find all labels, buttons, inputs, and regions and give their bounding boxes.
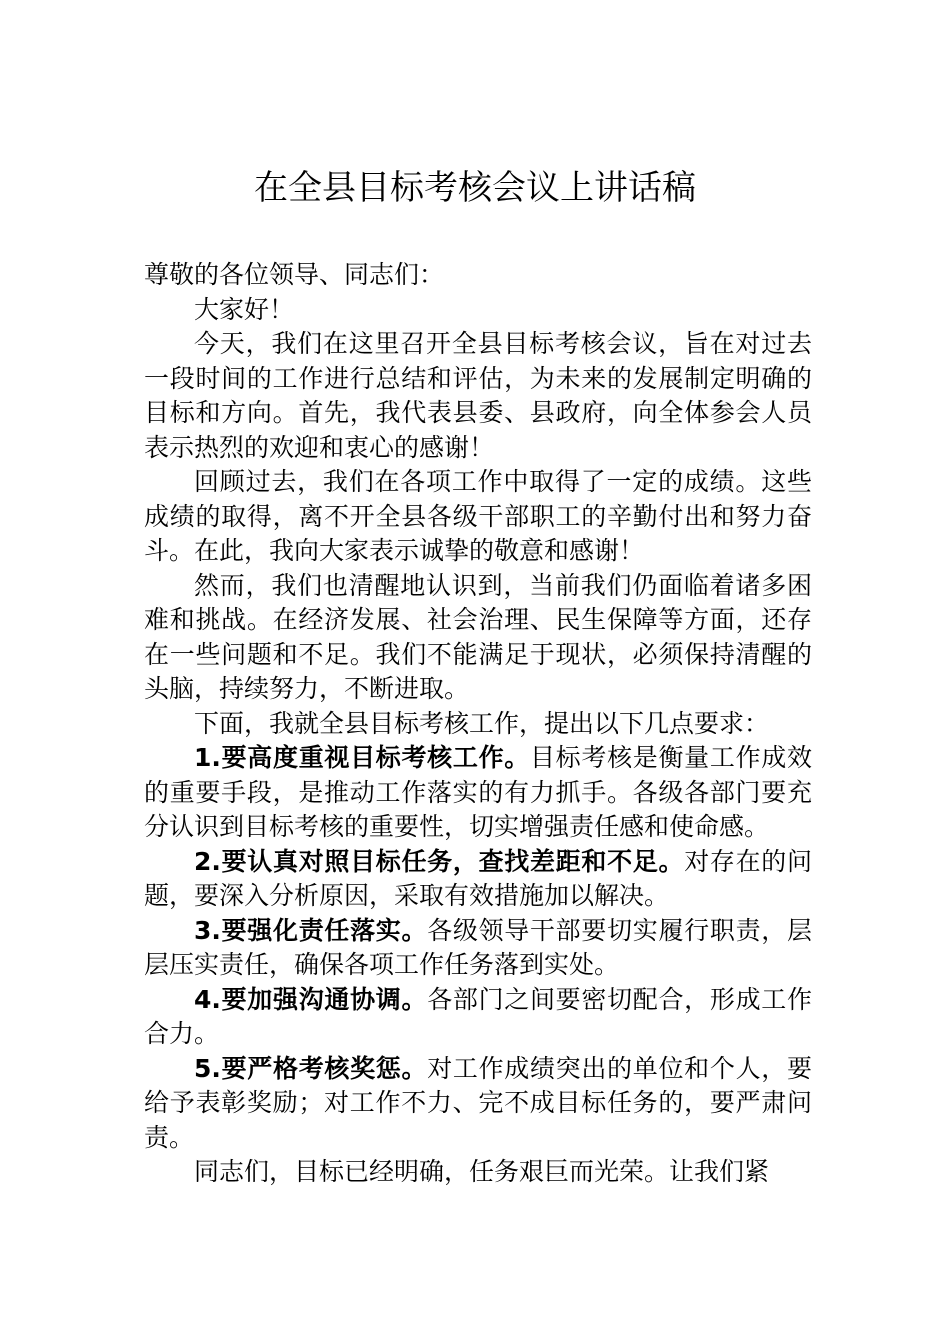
requirement-text: 各部门之间要密切配合，形成工作合力。 [144, 984, 812, 1048]
paragraph-challenges: 然而，我们也清醒地认识到，当前我们仍面临着诸多困难和挑战。在经济发展、社会治理、民生保障等方面，还存在一些问题和不足。我们不能满足于现状，必须保持清醒的头脑，持续努力，不断进取。 [144, 570, 812, 703]
greeting: 大家好！ [194, 294, 295, 324]
paragraph-requirements-intro: 下面，我就全县目标考核工作，提出以下几点要求： [194, 708, 770, 738]
paragraph-closing: 同志们，目标已经明确，任务艰巨而光荣。让我们紧 [194, 1157, 770, 1186]
document-body [144, 258, 812, 1190]
requirement-text: 对存在的问题，要深入分析原因，采取有效措施加以解决。 [144, 846, 812, 910]
requirement-item [144, 741, 812, 845]
requirement-item [144, 914, 812, 983]
requirement-item [144, 845, 812, 914]
requirement-text: 对工作成绩突出的单位和个人，要给予表彰奖励；对工作不力、完不成目标任务的，要严肃问责。 [144, 1053, 812, 1152]
requirement-lead: 2.要认真对照目标任务，查找差距和不足。 [194, 846, 685, 876]
requirement-item [144, 983, 812, 1052]
salutation: 尊敬的各位领导、同志们： [144, 260, 445, 289]
document-title: 在全县目标考核会议上讲话稿 [254, 168, 696, 208]
paragraph-opening: 今天，我们在这里召开全县目标考核会议，旨在对过去一段时间的工作进行总结和评估，为未来的发展制定明确的目标和方向。首先，我代表县委、县政府，向全体参会人员表示热烈的欢迎和衷心的感谢！ [144, 329, 812, 462]
requirement-lead: 3.要强化责任落实。 [194, 915, 428, 945]
requirement-lead: 5.要严格考核奖惩。 [194, 1053, 428, 1083]
paragraph-review: 回顾过去，我们在各项工作中取得了一定的成绩。这些成绩的取得，离不开全县各级干部职工的辛勤付出和努力奋斗。在此，我向大家表示诚挚的敬意和感谢！ [144, 467, 812, 565]
requirement-text: 目标考核是衡量工作成效的重要手段，是推动工作落实的有力抓手。各级各部门要充分认识到目标考核的重要性，切实增强责任感和使命感。 [144, 743, 812, 841]
requirement-lead: 1.要高度重视目标考核工作。 [194, 743, 530, 772]
requirement-text: 各级领导干部要切实履行职责，层层压实责任，确保各项工作任务落到实处。 [144, 915, 812, 979]
requirement-item [144, 1052, 812, 1156]
requirement-lead: 4.要加强沟通协调。 [194, 984, 428, 1014]
